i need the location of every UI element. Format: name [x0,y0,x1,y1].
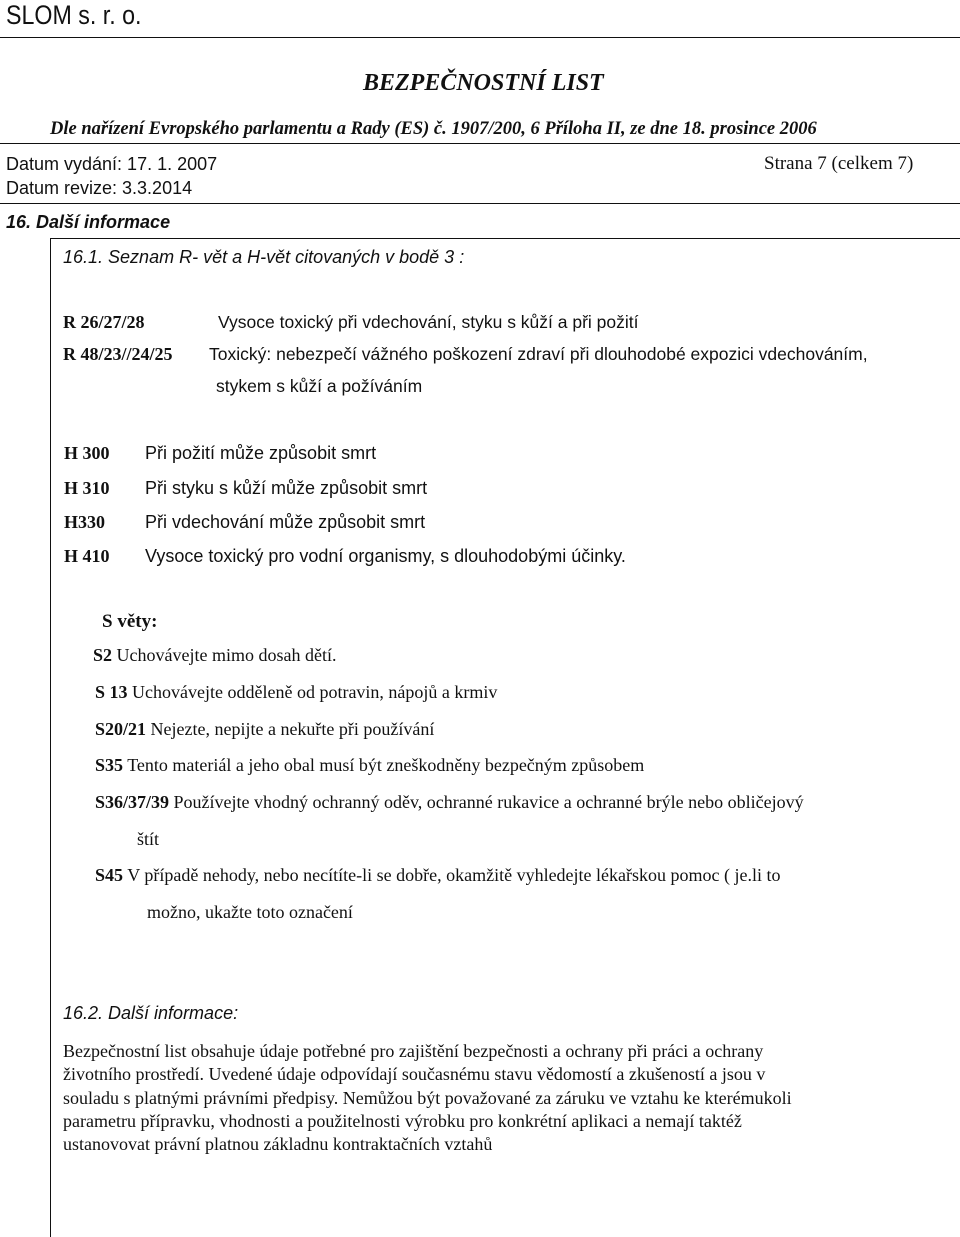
s-phrase-text: Používejte vhodný ochranný oděv, ochranné rukavice a ochranné brýle nebo obličejový [169,792,804,812]
s-phrases-heading: S věty: [102,611,158,632]
h-phrase-text: Při požití může způsobit smrt [145,443,377,463]
s-phrase-text: Nejezte, nepijte a nekuřte při používání [146,719,435,739]
issue-date: Datum vydání: 17. 1. 2007 [6,154,218,174]
r-phrase-code: R 48/23//24/25 [63,344,173,364]
revision-date: Datum revize: 3.3.2014 [6,178,193,198]
r-phrase-text: Toxický: nebezpečí vážného poškození zdraví při dlouhodobé expozici vdechováním, [209,344,868,364]
r-phrase-text: Vysoce toxický při vdechování, styku s kůží a při požití [218,312,639,332]
info-line: Bezpečnostní list obsahuje údaje potřebné pro zajištění bezpečnosti a ochrany při práci a ochrany [63,1041,764,1061]
s-phrase [95,755,644,776]
company-name: SLOM s. r. o. [6,0,142,30]
regulation-line: Dle nařízení Evropského parlamentu a Rady (ES) č. 1907/200, 6 Příloha II, ze dne 18. prosince 2006 [50,119,817,139]
h-phrase-code: H 300 [64,443,110,463]
s-phrase-code: S45 [95,865,124,885]
section-frame-top [0,143,960,144]
s-phrase-text: Uchovávejte mimo dosah dětí. [112,645,337,665]
r-phrase-text-continuation: stykem s kůží a požíváním [216,376,423,396]
s-phrase-text: Tento materiál a jeho obal musí být zneškodněny bezpečným způsobem [123,755,645,775]
s-phrase-code: S36/37/39 [95,792,170,812]
frame-left-border [50,238,51,1237]
h-phrase-code: H330 [64,512,106,532]
h-phrase-text: Při vdechování může způsobit smrt [145,512,426,532]
h-phrase-code: H 310 [64,478,110,498]
r-phrase-code: R 26/27/28 [63,312,145,332]
info-line: ustanovovat právní platnou základnu kontraktačních vztahů [63,1134,493,1155]
frame-top-border [50,238,960,239]
s-phrase [95,865,781,886]
s-phrase-text: Uchovávejte odděleně od potravin, nápojů a krmiv [127,682,498,702]
s-phrase-code: S35 [95,755,124,775]
s-phrase [95,792,804,813]
s-phrase-code: S2 [93,645,113,665]
info-line: souladu s platnými právními předpisy. Nemůžou být považované za záruku ve vztahu ke kterémukoli [63,1087,792,1108]
header-bottom-rule [0,203,960,204]
s-phrase [95,682,497,703]
subsection-title: 16.1. Seznam R- vět a H-vět citovaných v bodě 3 : [63,247,465,267]
subsection-2-title: 16.2. Další informace: [63,1003,239,1023]
section-title: 16. Další informace [6,212,171,232]
h-phrase-code: H 410 [64,546,110,566]
s-phrase-code: S20/21 [95,719,147,739]
s-phrase [93,645,336,666]
s-phrase-continuation: štít [137,829,160,849]
page-number: Strana 7 (celkem 7) [764,153,914,174]
s-phrase [95,719,434,740]
s-phrase-continuation: možno, ukažte toto označení [147,902,353,922]
s-phrase-code: S 13 [95,682,128,702]
s-phrase-text: V případě nehody, nebo necítíte-li se dobře, okamžitě vyhledejte lékařskou pomoc ( je.li to [123,865,781,885]
h-phrase-text: Vysoce toxický pro vodní organismy, s dlouhodobými účinky. [145,546,626,566]
info-paragraph [63,1040,923,1156]
document-title: BEZPEČNOSTNÍ LIST [363,70,604,96]
info-line: životního prostředí. Uvedené údaje odpovídají současnému stavu vědomostí a zkušeností a jsou v [63,1064,766,1085]
header-rule [0,37,960,38]
info-line: parametru přípravku, vhodnosti a použitelnosti výrobku pro konkrétní aplikaci a nemají taktéž [63,1110,742,1131]
h-phrase-text: Při styku s kůží může způsobit smrt [145,478,428,498]
